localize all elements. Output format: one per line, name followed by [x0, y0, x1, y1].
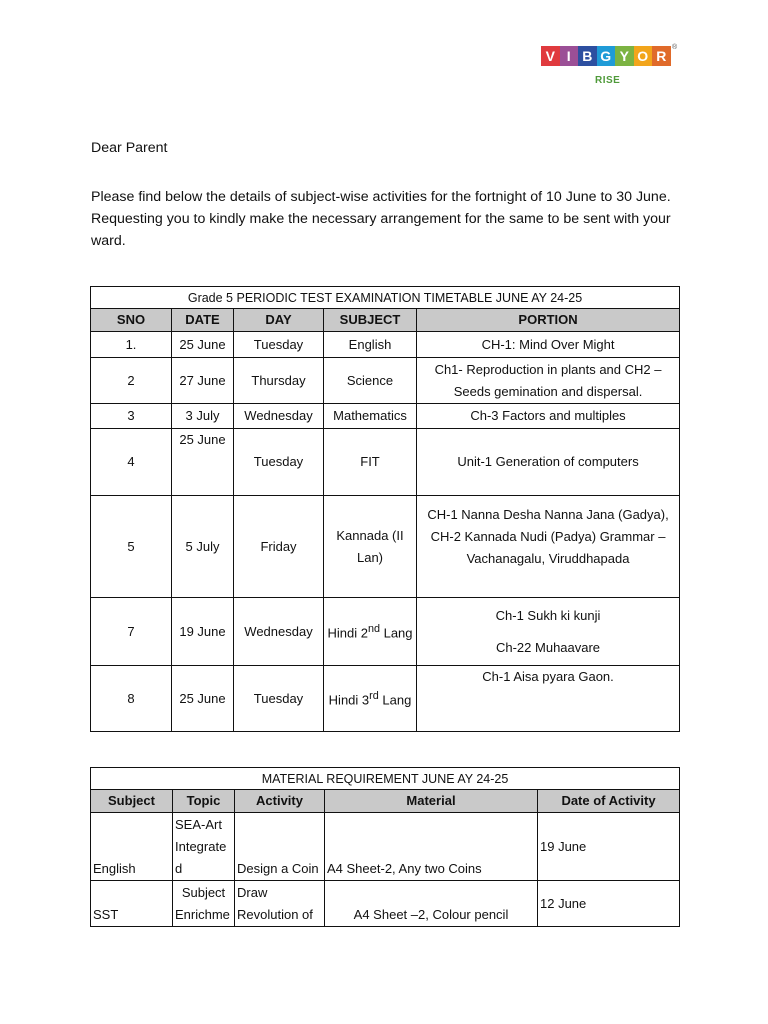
- portion-cell: [417, 496, 680, 598]
- day-cell: Thursday: [234, 358, 324, 404]
- subject-cell: [324, 666, 417, 732]
- portion-cell: [417, 666, 680, 732]
- topic-line: Enrichme: [175, 907, 230, 922]
- table-row: [91, 429, 680, 496]
- col-header: Material: [325, 790, 538, 813]
- subject-cell: [324, 598, 417, 666]
- date-cell: 25 June: [172, 332, 234, 358]
- timetable-caption: Grade 5 PERIODIC TEST EXAMINATION TIMETABLE JUNE AY 24-25: [91, 287, 680, 309]
- logo-letter: G: [597, 46, 616, 66]
- material-cell: A4 Sheet –2, Colour pencil: [325, 881, 538, 927]
- material-cell: A4 Sheet-2, Any two Coins: [325, 813, 538, 881]
- topic-line: SEA-Art: [175, 817, 222, 832]
- day-cell: Friday: [234, 496, 324, 598]
- date-cell: 27 June: [172, 358, 234, 404]
- subject-cell: FIT: [324, 429, 417, 496]
- subject-sup: rd: [369, 690, 379, 703]
- logo-letter: B: [578, 46, 597, 66]
- registered-mark: ®: [672, 44, 678, 51]
- portion-line: Ch-1 Aisa pyara Gaon.: [482, 669, 614, 684]
- table-row: [91, 666, 680, 732]
- activity-cell: Design a Coin: [235, 813, 325, 881]
- portion-line: CH-1 Nanna Desha Nanna Jana (Gadya),: [427, 506, 669, 522]
- subject-cell: English: [324, 332, 417, 358]
- intro-paragraph: Please find below the details of subject-wise activities for the fortnight of 10 June to 30 June. Requesting you to kindly make the necessary arrangement for the same to be sent with your ward.: [91, 189, 671, 249]
- logo-letter: V: [541, 46, 560, 66]
- col-header: DATE: [172, 309, 234, 332]
- day-cell: Tuesday: [234, 429, 324, 496]
- date-cell: 19 June: [172, 598, 234, 666]
- material-table: [90, 767, 680, 927]
- portion-line: Unit-1 Generation of computers: [457, 454, 639, 469]
- portion-cell: [417, 404, 680, 429]
- day-cell: Wednesday: [234, 598, 324, 666]
- subject-cell: Science: [324, 358, 417, 404]
- portion-cell: [417, 598, 680, 666]
- subject-cell: English: [91, 813, 173, 881]
- subject-cell: SST: [91, 881, 173, 927]
- logo-letters: [541, 46, 681, 66]
- sno-cell: 7: [91, 598, 172, 666]
- subject-sup: nd: [367, 623, 380, 636]
- subject-line: Kannada (II: [336, 527, 404, 543]
- portion-cell: [417, 332, 680, 358]
- material-caption: MATERIAL REQUIREMENT JUNE AY 24-25: [91, 768, 680, 790]
- logo-letter: I: [560, 46, 579, 66]
- col-header: SUBJECT: [324, 309, 417, 332]
- topic-line: Subject: [181, 885, 226, 900]
- sno-cell: 5: [91, 496, 172, 598]
- table-row: [91, 332, 680, 358]
- subject-rest: Lang: [378, 692, 412, 708]
- col-header: SNO: [91, 309, 172, 332]
- logo-letter: Y: [615, 46, 634, 66]
- date-cell: 12 June: [538, 881, 680, 927]
- subject-rest: Lang: [379, 625, 413, 641]
- day-cell: Tuesday: [234, 332, 324, 358]
- date-cell: 3 July: [172, 404, 234, 429]
- portion-cell: [417, 429, 680, 496]
- topic-cell: [173, 813, 235, 881]
- sno-cell: 3: [91, 404, 172, 429]
- vibgyor-rise-logo: [541, 46, 681, 90]
- table-row: [91, 404, 680, 429]
- col-header: Topic: [173, 790, 235, 813]
- subject-base: Hindi 3: [328, 692, 370, 708]
- sno-cell: 2: [91, 358, 172, 404]
- date-cell: 25 June: [172, 666, 234, 732]
- date-cell: 19 June: [538, 813, 680, 881]
- subject-cell: Mathematics: [324, 404, 417, 429]
- col-header: DAY: [234, 309, 324, 332]
- sno-cell: 1.: [91, 332, 172, 358]
- day-cell: Tuesday: [234, 666, 324, 732]
- portion-line: Ch1- Reproduction in plants and CH2 –: [434, 361, 662, 377]
- col-header: Date of Activity: [538, 790, 680, 813]
- subject-base: Hindi 2: [327, 625, 368, 641]
- table-row: [91, 358, 680, 404]
- topic-line: d: [175, 861, 183, 876]
- portion-line: Vachanagalu, Viruddhapada: [466, 550, 630, 566]
- logo-letter: R: [652, 46, 671, 66]
- activity-cell: [235, 881, 325, 927]
- activity-line: Revolution of: [237, 907, 313, 922]
- portion-line: CH-1: Mind Over Might: [481, 336, 615, 352]
- col-header: Subject: [91, 790, 173, 813]
- portion-line: CH-2 Kannada Nudi (Padya) Grammar –: [430, 528, 666, 544]
- table-row: [91, 813, 680, 881]
- portion-line: Ch-22 Muhaavare: [495, 639, 601, 655]
- exam-timetable: [90, 286, 680, 732]
- sno-cell: 8: [91, 666, 172, 732]
- logo-subtitle: RISE: [595, 75, 621, 86]
- portion-cell: [417, 358, 680, 404]
- portion-line: Ch-3 Factors and multiples: [470, 408, 626, 423]
- topic-line: Integrate: [175, 839, 227, 854]
- table-row: [91, 496, 680, 598]
- subject-cell: [324, 496, 417, 598]
- logo-letter: O: [634, 46, 653, 66]
- day-cell: Wednesday: [234, 404, 324, 429]
- topic-cell: [173, 881, 235, 927]
- greeting: Dear Parent: [91, 140, 168, 156]
- col-header: PORTION: [417, 309, 680, 332]
- subject-line: Lan): [356, 549, 384, 565]
- portion-line: Seeds gemination and dispersal.: [453, 383, 643, 399]
- date-cell: 5 July: [172, 496, 234, 598]
- table-row: [91, 598, 680, 666]
- date-cell: 25 June: [172, 429, 234, 496]
- table-row: [91, 881, 680, 927]
- sno-cell: 4: [91, 429, 172, 496]
- portion-line: Ch-1 Sukh ki kunji: [495, 607, 601, 623]
- col-header: Activity: [235, 790, 325, 813]
- activity-line: Draw: [237, 885, 268, 900]
